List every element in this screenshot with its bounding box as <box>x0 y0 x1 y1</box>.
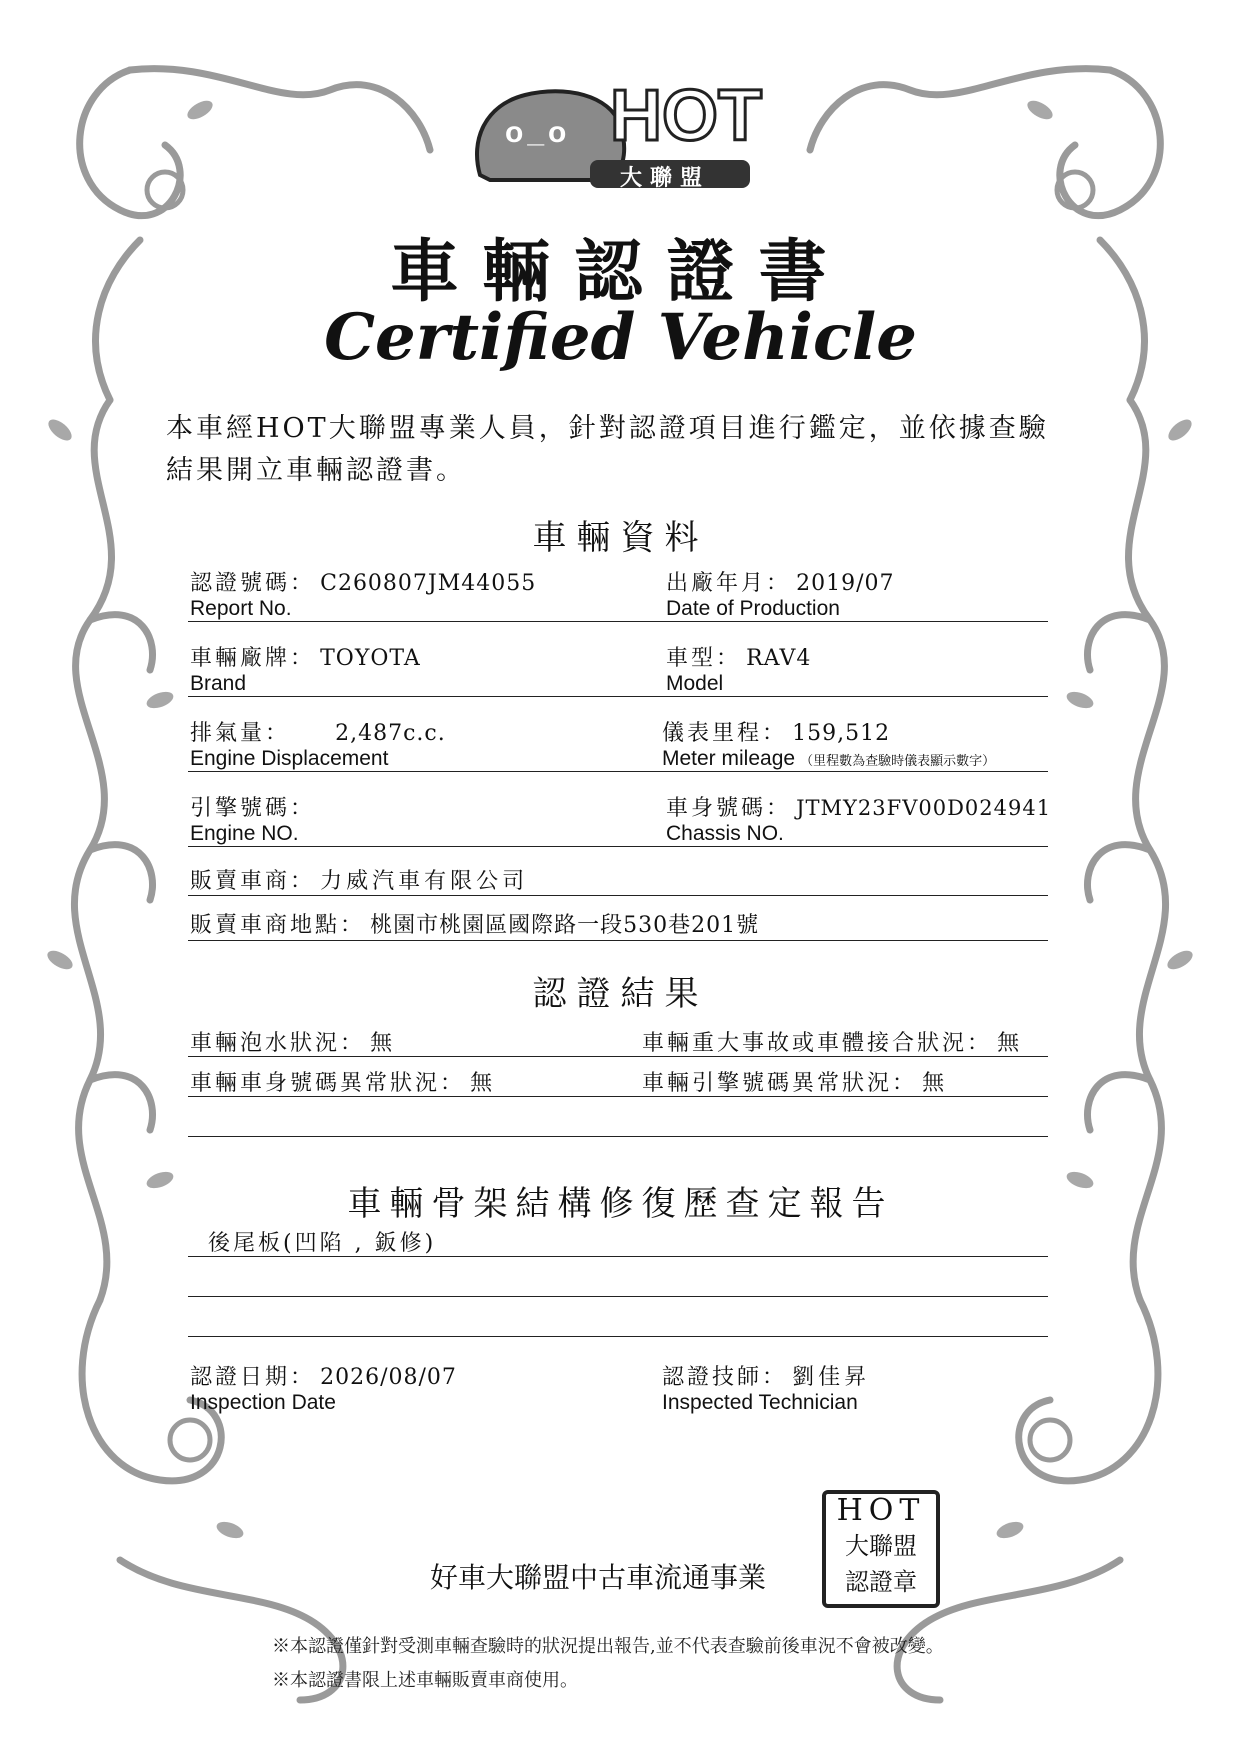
divider <box>188 771 1048 772</box>
divider <box>188 621 1048 622</box>
vehicle-info-heading: 車輛資料 <box>532 518 709 558</box>
engine-no-label: 引擎號碼： <box>190 796 316 821</box>
inspection-date-field <box>190 1360 630 1415</box>
model-label: 車型： <box>666 646 742 671</box>
engine-no-label-en: Engine NO. <box>190 822 299 845</box>
divider <box>188 940 1048 941</box>
hot-logo <box>470 76 762 195</box>
flood-status <box>190 1026 393 1057</box>
technician-label: 認證技師： <box>662 1365 788 1390</box>
frame-report-heading: 車輛骨架結構修復歷查定報告 <box>347 1184 894 1224</box>
footer-note-1: ※本認證僅針對受測車輛查驗時的狀況提出報告,並不代表查驗前後車況不會被改變。 <box>272 1636 944 1657</box>
divider <box>188 696 1048 697</box>
logo-brand: HOT <box>610 76 762 156</box>
divider <box>188 1056 1048 1057</box>
mileage-label: 儀表里程： <box>662 721 788 746</box>
dealer-address-field <box>190 908 1050 939</box>
brand-label-en: Brand <box>190 672 247 695</box>
chassis-abnormal-status <box>190 1066 493 1097</box>
footer-org: 好車大聯盟中古車流通事業 <box>430 1562 767 1593</box>
technician-field <box>662 1360 1062 1415</box>
chassis-abnormal-value: 無 <box>470 1071 494 1096</box>
seal-line-2: 大聯盟 <box>845 1532 917 1560</box>
displacement-label: 排氣量： <box>190 721 291 746</box>
intro-line-2: 結果開立車輛認證書。 <box>166 455 466 486</box>
displacement-field <box>190 716 630 771</box>
engine-abnormal-status <box>642 1066 945 1097</box>
brand-value: TOYOTA <box>320 646 421 671</box>
report-no-field <box>190 566 630 621</box>
divider <box>188 1136 1048 1137</box>
engine-abnormal-value: 無 <box>922 1071 946 1096</box>
dealer-value: 力威汽車有限公司 <box>320 869 529 894</box>
displacement-value: 2,487c.c. <box>335 721 446 746</box>
intro-line-1: 本車經HOT大聯盟專業人員，針對認證項目進行鑑定，並依據查驗 <box>166 413 1049 444</box>
certification-seal <box>822 1490 940 1608</box>
frame-report-entry: 後尾板(凹陷 , 鈑修) <box>208 1231 437 1256</box>
mileage-value: 159,512 <box>792 721 891 746</box>
model-value: RAV4 <box>746 646 812 671</box>
technician-label-en: Inspected Technician <box>662 1391 858 1414</box>
title-en: Certified Vehicle <box>324 300 917 375</box>
results-heading: 認證結果 <box>532 974 709 1014</box>
flood-value: 無 <box>370 1031 394 1056</box>
displacement-label-en: Engine Displacement <box>190 747 389 770</box>
seal-line-3: 認證章 <box>845 1568 917 1596</box>
logo-face: o_o <box>505 116 571 149</box>
chassis-no-label-en: Chassis NO. <box>666 822 784 845</box>
production-date-label: 出廠年月： <box>666 571 792 596</box>
model-field <box>666 641 1066 696</box>
model-label-en: Model <box>666 672 724 695</box>
mileage-note: （里程數為查驗時儀表顯示數字） <box>800 754 996 769</box>
accident-value: 無 <box>997 1031 1021 1056</box>
chassis-no-value: JTMY23FV00D024941 <box>796 796 1052 820</box>
inspection-date-label: 認證日期： <box>190 1365 316 1390</box>
inspection-date-label-en: Inspection Date <box>190 1391 336 1414</box>
brand-field <box>190 641 630 696</box>
divider <box>188 846 1048 847</box>
accident-status <box>642 1026 1020 1057</box>
divider <box>188 895 1048 896</box>
divider <box>188 1256 1048 1257</box>
production-date-value: 2019/07 <box>796 571 895 596</box>
mileage-field <box>662 716 1062 771</box>
accident-label: 車輛重大事故或車體接合狀況： <box>642 1031 993 1056</box>
production-date-field <box>666 566 1066 621</box>
brand-label: 車輛廠牌： <box>190 646 316 671</box>
production-date-label-en: Date of Production <box>666 597 840 620</box>
inspection-date-value: 2026/08/07 <box>320 1365 457 1390</box>
divider <box>188 1296 1048 1297</box>
dealer-label: 販賣車商： <box>190 869 316 894</box>
flood-label: 車輛泡水狀況： <box>190 1031 366 1056</box>
engine-abnormal-label: 車輛引擎號碼異常狀況： <box>642 1071 918 1096</box>
chassis-abnormal-label: 車輛車身號碼異常狀況： <box>190 1071 466 1096</box>
chassis-no-field <box>666 791 1066 846</box>
divider <box>188 1336 1048 1337</box>
dealer-address-label: 販賣車商地點： <box>190 913 366 938</box>
divider <box>188 1096 1048 1097</box>
report-no-label: 認證號碼： <box>190 571 316 596</box>
mileage-label-en: Meter mileage <box>662 747 796 770</box>
footer-note-2: ※本認證書限上述車輛販賣車商使用。 <box>272 1670 578 1691</box>
logo-sub: 大聯盟 <box>620 165 711 190</box>
dealer-address-value: 桃園市桃園區國際路一段530巷201號 <box>370 913 760 938</box>
intro-paragraph <box>166 408 1086 492</box>
report-no-value: C260807JM44055 <box>320 571 537 596</box>
title-zh: 車輛認證書 <box>390 232 851 312</box>
seal-line-1: HOT <box>836 1493 926 1528</box>
engine-no-field <box>190 791 630 846</box>
technician-value: 劉佳昇 <box>792 1365 871 1390</box>
dealer-field <box>190 864 1050 895</box>
report-no-label-en: Report No. <box>190 597 292 620</box>
chassis-no-label: 車身號碼： <box>666 796 792 821</box>
